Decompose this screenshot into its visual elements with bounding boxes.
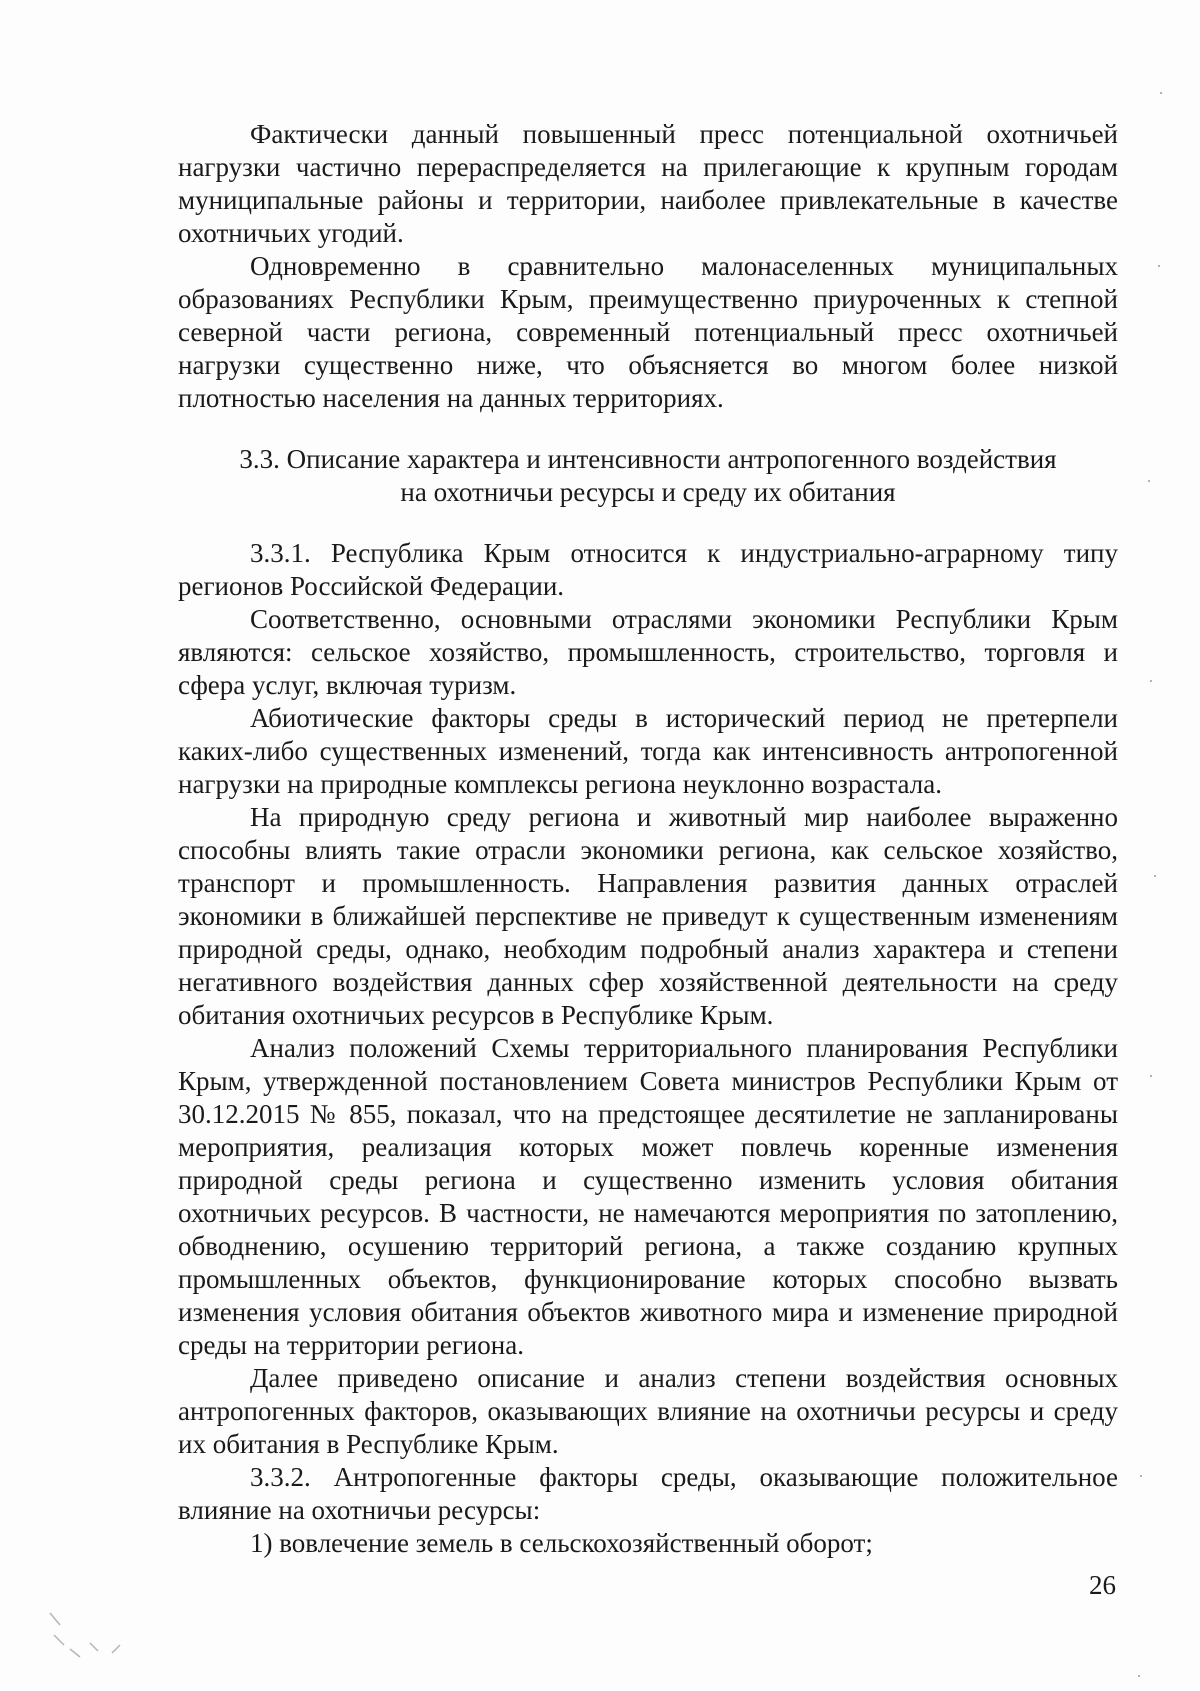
scan-speck <box>1158 265 1160 267</box>
paragraph-hunting-pressure: Фактически данный повышенный пресс потенциальной охотничьей нагрузки частично перераспределяется на прилегающие к крупным городам муниципальные районы и территории, наиболее привлекательные в качестве охотничьих угодий. <box>178 119 1118 248</box>
section-heading-line-1: 3.3. Описание характера и интенсивности антропогенного воздействия <box>239 444 1057 474</box>
scan-speck <box>1150 680 1152 682</box>
page-number: 26 <box>1089 1570 1116 1600</box>
paragraph-3-3-1: 3.3.1. Республика Крым относится к индустриально-аграрному типу регионов Российской Федерации. <box>178 538 1118 601</box>
scan-smudge-mark <box>40 1605 130 1665</box>
scan-speck <box>1150 1075 1152 1077</box>
paragraph-further-description: Далее приведено описание и анализ степени воздействия основных антропогенных факторов, оказывающих влияние на охотничьи ресурсы и среду их обитания в Республике Крым. <box>178 1363 1118 1459</box>
page-content <box>178 118 1118 1560</box>
scan-speck <box>1138 1675 1140 1677</box>
paragraph-3-3-2: 3.3.2. Антропогенные факторы среды, оказывающие положительное влияние на охотничьи ресурсы: <box>178 1462 1118 1525</box>
section-heading-line-2: на охотничьи ресурсы и среду их обитания <box>400 477 896 507</box>
scan-speck <box>1148 480 1150 482</box>
scan-speck <box>1140 1475 1142 1477</box>
scan-speck <box>1154 875 1156 877</box>
paragraph-abiotic-factors: Абиотические факторы среды в исторический период не претерпели каких-либо существенных изменений, тогда как интенсивность антропогенной нагрузки на природные комплексы региона неуклонно возрастала. <box>178 703 1118 799</box>
section-heading <box>178 443 1118 509</box>
paragraph-economy-sectors: Соответственно, основными отраслями экономики Республики Крым являются: сельское хозяйство, промышленность, строительство, торговля и сфера услуг, включая туризм. <box>178 604 1118 700</box>
paragraph-natural-environment: На природную среду региона и животный мир наиболее выраженно способны влиять такие отрасли экономики региона, как сельское хозяйство, транспорт и промышленность. Направления развития данных отраслей экономики в ближайшей перспективе не приведут к существенным изменениям природной среды, однако, необходим подробный анализ характера и степени негативного воздействия данных сфер хозяйственной деятельности на среду обитания охотничьих ресурсов в Республике Крым. <box>178 802 1118 1030</box>
list-item: 1) вовлечение земель в сельскохозяйственный оборот; <box>250 1528 873 1558</box>
paragraph-sparse-population: Одновременно в сравнительно малонаселенных муниципальных образованиях Республики Крым, преимущественно приуроченных к степной северной части региона, современный потенциальный пресс охотничьей нагрузки существенно ниже, что объясняется во многом более низкой плотностью населения на данных территориях. <box>178 251 1118 413</box>
scan-speck <box>1160 92 1162 94</box>
paragraph-territorial-planning: Анализ положений Схемы территориального планирования Республики Крым, утвержденной постановлением Совета министров Республики Крым от 30.12.2015 № 855, показал, что на предстоящее десятилетие не запланированы мероприятия, реализация которых может повлечь коренные изменения природной среды региона и существенно изменить условия обитания охотничьих ресурсов. В частности, не намечаются мероприятия по затоплению, обводнению, осушению территорий региона, а также созданию крупных промышленных объектов, функционирование которых способно вызвать изменения условия обитания объектов животного мира и изменение природной среды на территории региона. <box>178 1033 1118 1360</box>
